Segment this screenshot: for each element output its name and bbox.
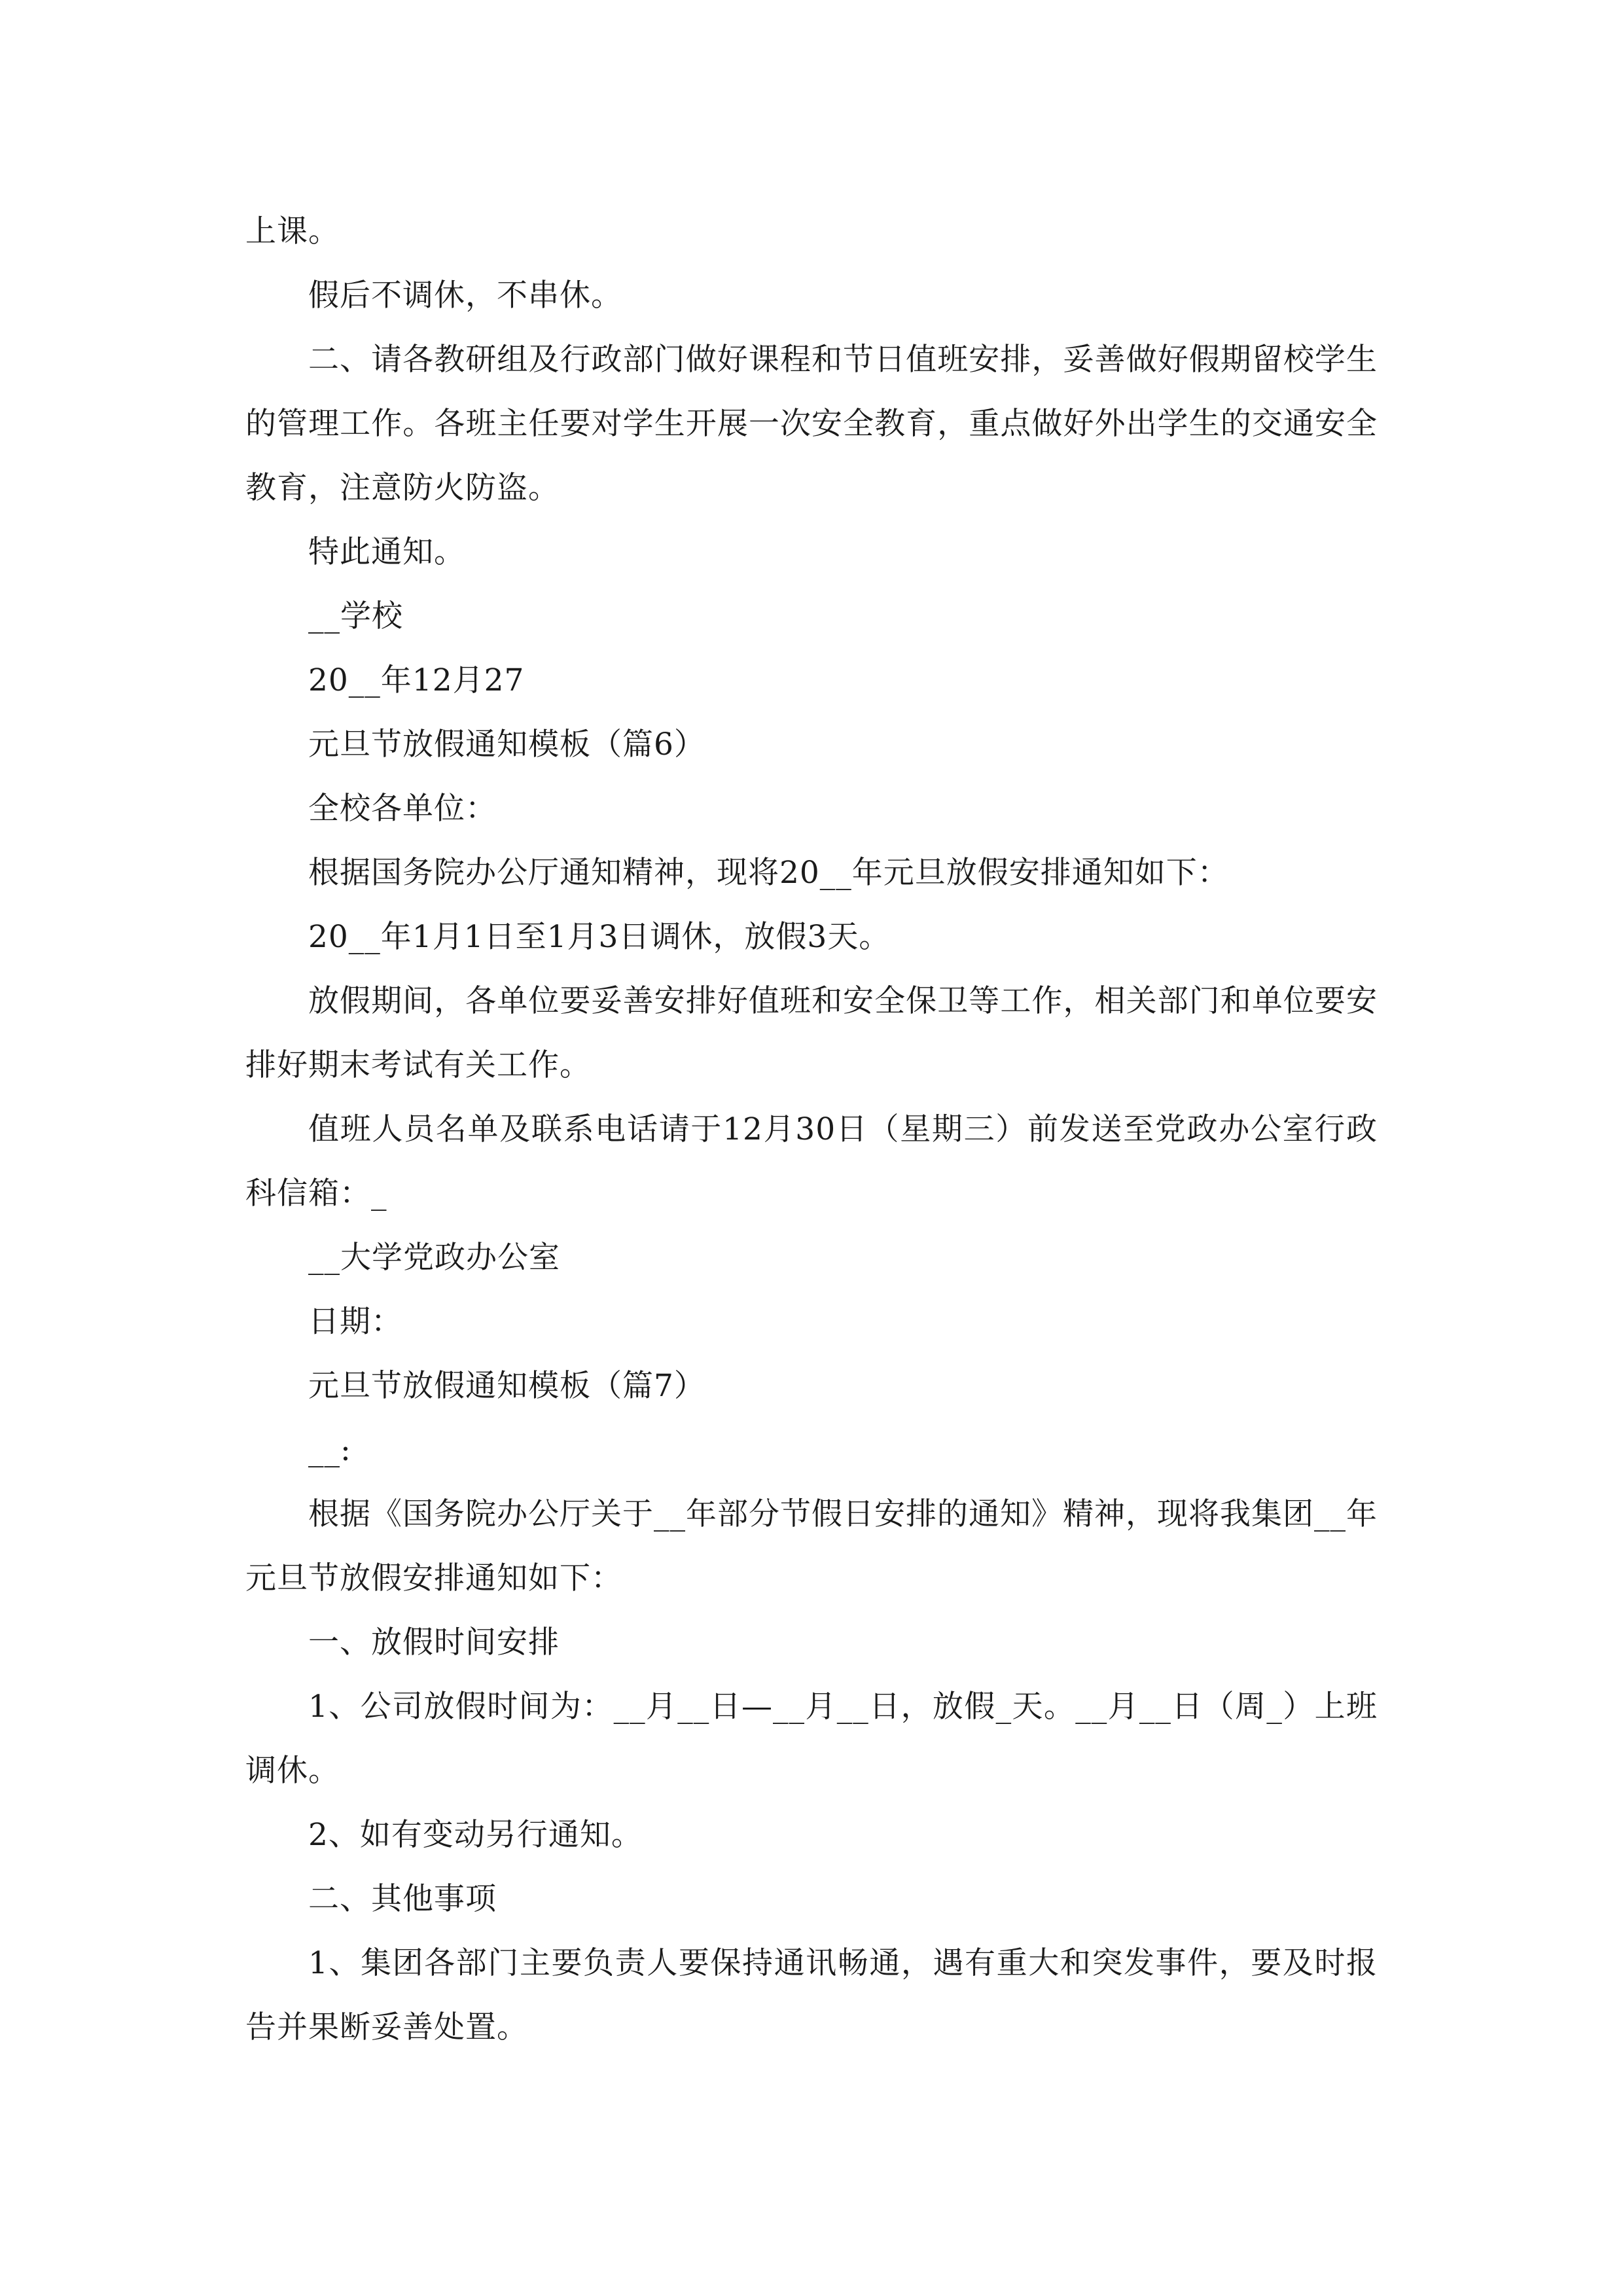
date-line: 日期：: [308, 1304, 402, 1340]
paragraph: 2、如有变动另行通知。: [308, 1817, 643, 1853]
paragraph: 值班人员名单及联系电话请于12月30日（星期三）前发送至党政办公室行政科信箱：_: [245, 1111, 1378, 1211]
salutation: 全校各单位：: [308, 791, 497, 827]
paragraph: 特此通知。: [308, 534, 465, 570]
document-body: [245, 200, 1378, 2060]
paragraph: 假后不调休，不串休。: [308, 278, 622, 314]
signature-school: __学校: [308, 598, 403, 634]
section-heading: 元旦节放假通知模板（篇7）: [308, 1368, 705, 1404]
paragraph: 1、公司放假时间为：__月__日—__月__日，放假_天。__月__日（周_）上班调休。: [245, 1689, 1378, 1789]
paragraph: 上课。: [245, 213, 340, 249]
subheading: 二、其他事项: [308, 1881, 497, 1917]
paragraph: 20__年1月1日至1月3日调休，放假3天。: [308, 919, 891, 955]
subheading: 一、放假时间安排: [308, 1624, 560, 1660]
paragraph: 1、集团各部门主要负责人要保持通讯畅通，遇有重大和突发事件，要及时报告并果断妥善处置。: [245, 1945, 1378, 2045]
paragraph: 根据国务院办公厅通知精神，现将20__年元旦放假安排通知如下：: [308, 855, 1229, 891]
salutation: __:: [308, 1432, 351, 1468]
signature-office: __大学党政办公室: [308, 1240, 560, 1276]
paragraph: 根据《国务院办公厅关于__年部分节假日安排的通知》精神，现将我集团__年元旦节放假安排通知如下：: [245, 1496, 1378, 1596]
paragraph: 放假期间，各单位要妥善安排好值班和安全保卫等工作，相关部门和单位要安排好期末考试有关工作。: [245, 983, 1378, 1083]
section-heading: 元旦节放假通知模板（篇6）: [308, 726, 705, 762]
paragraph: 二、请各教研组及行政部门做好课程和节日值班安排，妥善做好假期留校学生的管理工作。各班主任要对学生开展一次安全教育，重点做好外出学生的交通安全教育，注意防火防盗。: [245, 342, 1378, 506]
date-line: 20__年12月27: [308, 662, 525, 698]
